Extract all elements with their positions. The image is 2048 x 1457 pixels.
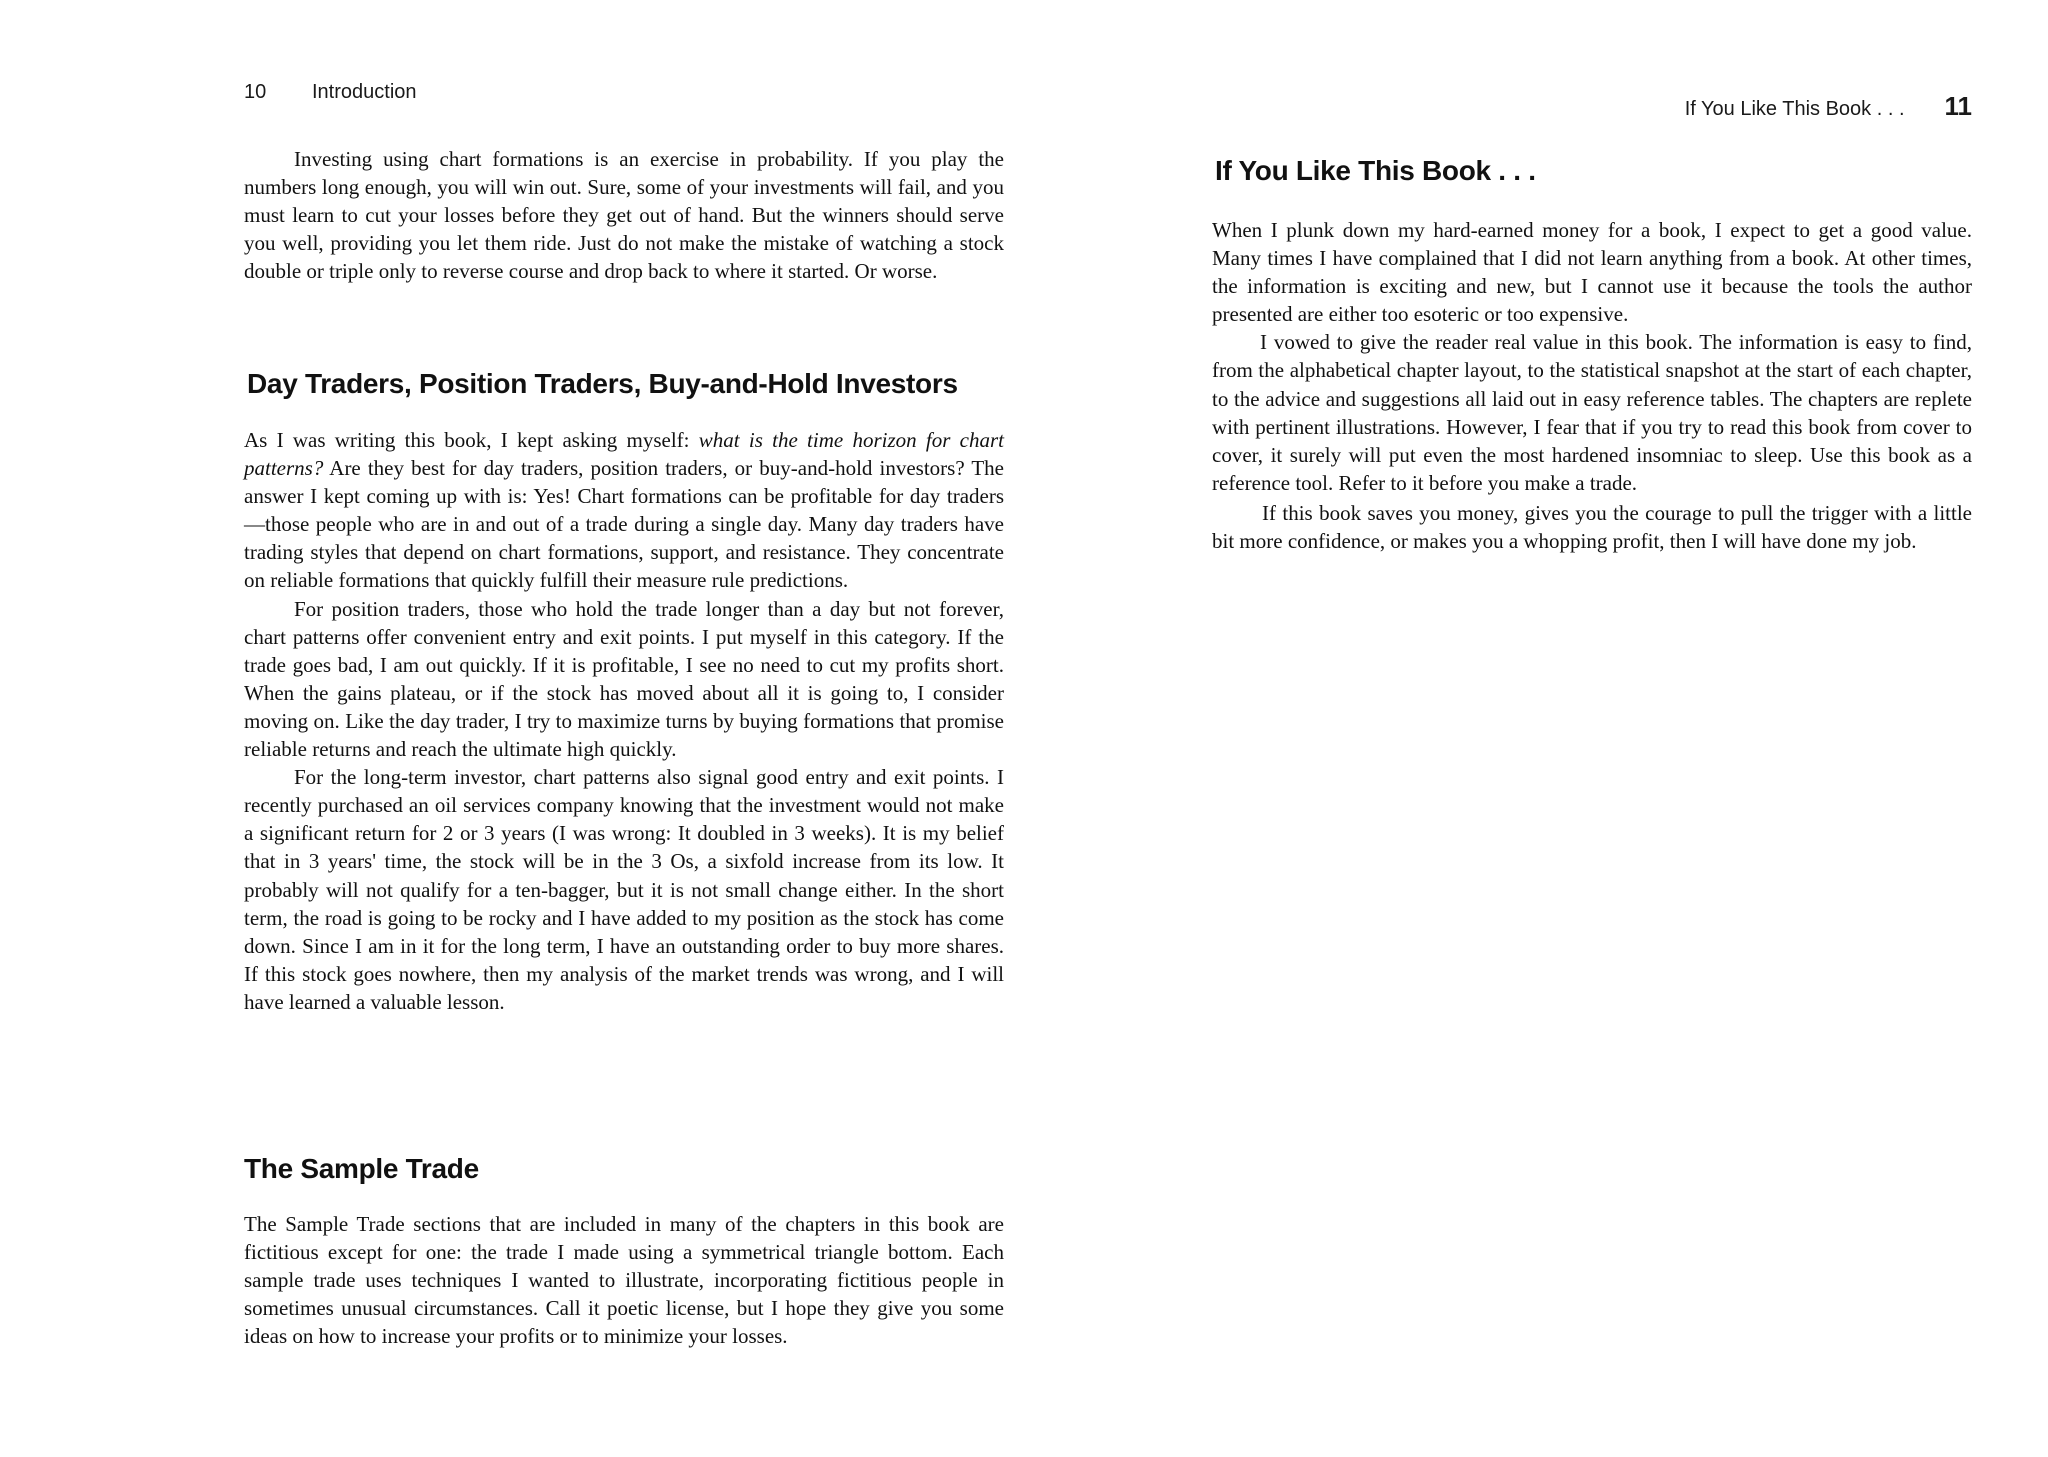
section-heading-sample-trade: The Sample Trade <box>244 1153 479 1184</box>
like-book-paragraph-1: When I plunk down my hard-earned money for a book, I expect to get a good value. Many times I have complained that I did not learn anything from a book. At other times, the information is exciting and new, but I cannot use it because the tools the author presented are either too esoteric or too expensive. <box>1212 218 1972 327</box>
day-traders-paragraph-1 <box>244 426 1004 595</box>
p1-end: Are they best for day traders, position traders, or buy-and-hold investors? The answer I kept coming up with is: Yes! Chart formations can be profitable for day traders—those people who are in and out of a trade during a single day. Many day traders have trading styles that depend on chart formations, support, and resistance. They concentrate on reliable formations that quickly fulfill their measure rule predictions. <box>244 456 1004 593</box>
page-number: 11 <box>1944 91 1972 121</box>
section-heading-like-book: If You Like This Book . . . <box>1215 155 1536 186</box>
like-book-paragraph-2: I vowed to give the reader real value in this book. The information is easy to find, from the alphabetical chapter layout, to the statistical snapshot at the start of each chapter, to the advice and suggestions all laid out in easy reference tables. The chapters are replete with pertinent illustrations. However, I fear that if you try to read this book from cover to cover, it surely will put even the most hardened insomniac to sleep. Use this book as a reference tool. Refer to it before you make a trade. <box>1212 330 1972 495</box>
right-running-head <box>1212 91 1972 122</box>
page-number: 10 <box>244 81 267 103</box>
intro-paragraph: Investing using chart formations is an exercise in probability. If you play the numbers long enough, you will win out. Sure, some of your investments will fail, and you must learn to cut your losses before they get out of hand. But the winners should serve you well, providing you let them ride. Just do not make the mistake of watching a stock double or triple only to reverse course and drop back to where it started. Or worse. <box>244 147 1004 284</box>
section-heading-day-traders: Day Traders, Position Traders, Buy-and-Hold Investors <box>247 368 958 399</box>
left-running-head <box>244 81 844 104</box>
like-book-paragraph-3: If this book saves you money, gives you the courage to pull the trigger with a little bit more confidence, or makes you a whopping profit, then I will have done my job. <box>1212 500 1972 554</box>
sample-trade-paragraph: The Sample Trade sections that are included in many of the chapters in this book are fictitious except for one: the trade I made using a symmetrical triangle bottom. Each sample trade uses techniques I wanted to illustrate, incorporating fictitious people in sometimes unusual circumstances. Call it poetic license, but I hope they give you some ideas on how to increase your profits or to minimize your losses. <box>244 1212 1004 1349</box>
p1-italic-question: what is the time horizon for chart patterns? <box>244 428 1004 481</box>
p1-start: As I was writing this book, I kept asking myself: <box>244 428 699 452</box>
sample-trade-section <box>244 1210 1004 1350</box>
running-head-title: If You Like This Book . . . <box>1684 98 1905 120</box>
day-traders-paragraph-3: For the long-term investor, chart patterns also signal good entry and exit points. I recently purchased an oil services company knowing that the investment would not make a significant return for 2 or 3 years (I was wrong: It doubled in 3 weeks). It is my belief that in 3 years' time, the stock will be in the 3 Os, a sixfold increase from its low. It probably will not qualify for a ten-bagger, but it is not small change either. In the short term, the road is going to be rocky and I have added to my position as the stock has come down. Since I am in it for the long term, I have an outstanding order to buy more shares. If this stock goes nowhere, then my analysis of the market trends was wrong, and I will have learned a valuable lesson. <box>244 765 1004 1014</box>
day-traders-section <box>244 426 1004 1016</box>
day-traders-paragraph-2: For position traders, those who hold the trade longer than a day but not forever, chart patterns offer convenient entry and exit points. I put myself in this category. If the trade goes bad, I am out quickly. If it is profitable, I see no need to cut my profits short. When the gains plateau, or if the stock has moved about all it is going to, I consider moving on. Like the day trader, I try to maximize turns by buying formations that promise reliable returns and reach the ultimate high quickly. <box>244 596 1004 762</box>
running-head-title: Introduction <box>312 81 417 103</box>
intro-section <box>244 145 1004 285</box>
like-book-section <box>1212 216 1972 555</box>
